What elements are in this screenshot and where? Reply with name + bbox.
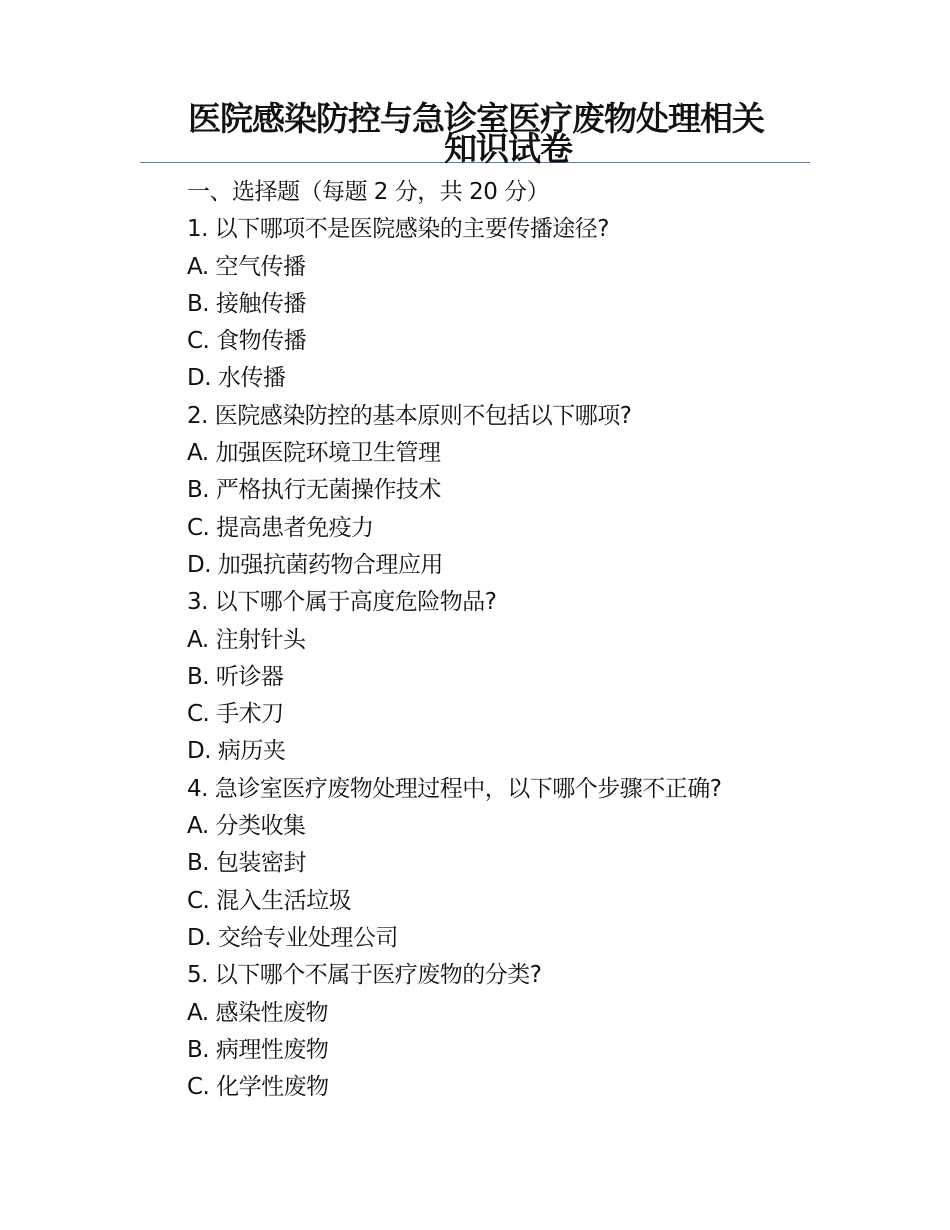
question-option: D. 加强抗菌药物合理应用 <box>187 551 443 578</box>
title-block <box>140 99 810 168</box>
exam-content <box>187 174 807 1106</box>
question-option: B. 包装密封 <box>187 850 306 877</box>
question-option: D. 病历夹 <box>187 738 286 765</box>
document-title-line2: 知识试卷 <box>444 129 572 168</box>
question-option: A. 感染性废物 <box>187 999 328 1026</box>
question-stem: 3. 以下哪个属于高度危险物品? <box>187 589 497 616</box>
question-option: A. 空气传播 <box>187 253 306 280</box>
question-option: A. 注射针头 <box>187 626 306 653</box>
question-option: C. 提高患者免疫力 <box>187 514 374 541</box>
question-option: D. 交给专业处理公司 <box>187 924 398 951</box>
question-stem: 1. 以下哪项不是医院感染的主要传播途径? <box>187 216 609 243</box>
question-option: B. 病理性废物 <box>187 1036 329 1063</box>
section-heading: 一、选择题（每题 2 分，共 20 分） <box>187 179 550 205</box>
question-stem: 5. 以下哪个不属于医疗废物的分类? <box>187 962 542 989</box>
question-option: B. 严格执行无菌操作技术 <box>187 477 441 504</box>
question-option: A. 分类收集 <box>187 813 306 840</box>
document-title <box>188 99 828 168</box>
question-option: A. 加强医院环境卫生管理 <box>187 440 441 467</box>
question-stem: 2. 医院感染防控的基本原则不包括以下哪项? <box>187 402 632 429</box>
question-option: C. 食物传播 <box>187 328 307 355</box>
question-option: B. 听诊器 <box>187 663 284 690</box>
question-stem: 4. 急诊室医疗废物处理过程中，以下哪个步骤不正确? <box>187 775 722 802</box>
document-title-line1: 医院感染防控与急诊室医疗废物处理相关 <box>188 99 764 138</box>
question-option: D. 水传播 <box>187 365 286 392</box>
question-option: B. 接触传播 <box>187 290 306 317</box>
question-option: C. 化学性废物 <box>187 1074 329 1101</box>
question-option: C. 手术刀 <box>187 701 284 728</box>
question-option: C. 混入生活垃圾 <box>187 887 352 914</box>
